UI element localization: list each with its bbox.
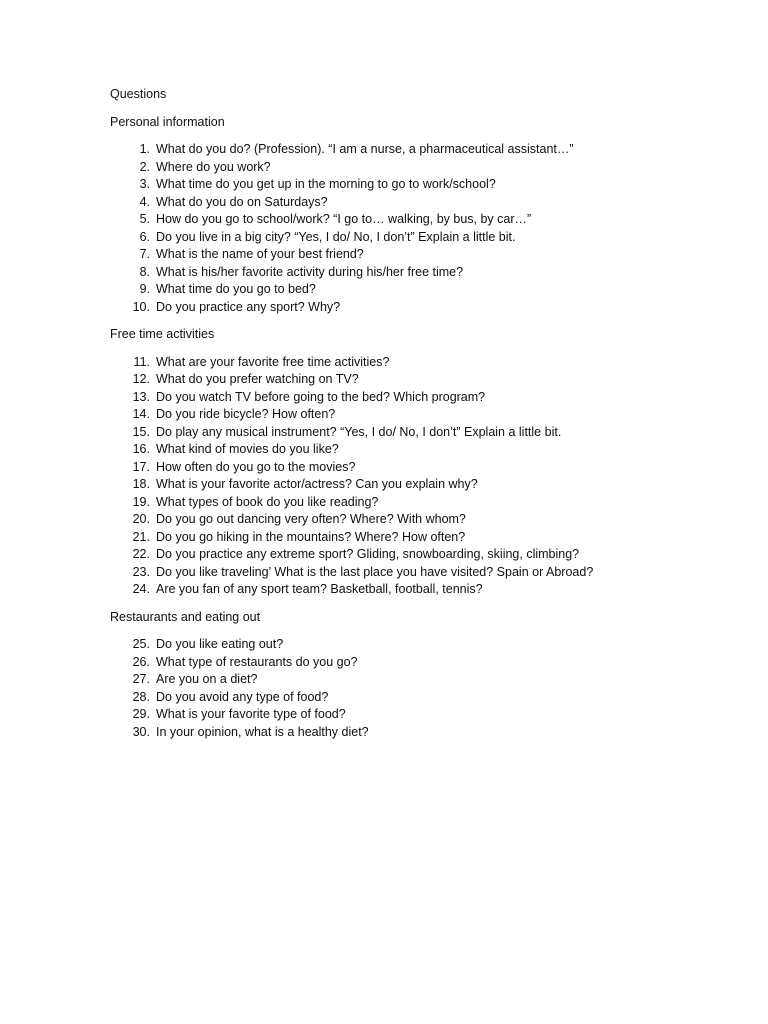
question-item [110, 654, 730, 672]
question-number: 27. [132, 672, 150, 686]
question-item [110, 159, 730, 177]
question-text: Do you ride bicycle? How often? [156, 407, 336, 421]
section-free-time-activities [110, 326, 730, 599]
question-text: What time do you get up in the morning to go to work/school? [156, 177, 496, 191]
question-text: What is your favorite type of food? [156, 707, 346, 721]
question-text: What is his/her favorite activity during his/her free time? [156, 264, 464, 279]
question-number: 28. [132, 689, 150, 704]
question-number: 7. [139, 247, 150, 261]
question-text: What do you do? (Profession). “I am a nurse, a pharmaceutical assistant…” [156, 142, 574, 156]
question-number: 24. [132, 582, 150, 596]
question-item [110, 564, 730, 582]
question-item [110, 229, 730, 247]
question-text: What types of book do you like reading? [156, 494, 379, 509]
question-text: What do you do on Saturdays? [156, 194, 328, 209]
section-heading: Personal information [110, 114, 225, 129]
question-text: What kind of movies do you like? [156, 442, 339, 456]
question-list [110, 354, 730, 599]
question-number: 6. [139, 229, 150, 244]
question-text: Do you watch TV before going to the bed? Which program? [156, 389, 486, 404]
question-text: What are your favorite free time activities? [156, 354, 390, 369]
question-text: How often do you go to the movies? [156, 459, 356, 474]
question-number: 11. [133, 354, 150, 369]
question-item [110, 194, 730, 212]
question-item [110, 354, 730, 372]
question-item [110, 264, 730, 282]
question-item [110, 581, 730, 599]
question-item [110, 476, 730, 494]
question-item [110, 689, 730, 707]
question-number: 2. [139, 159, 150, 174]
question-number: 10. [132, 299, 150, 314]
question-item [110, 511, 730, 529]
question-number: 8. [139, 264, 150, 279]
question-number: 15. [132, 424, 150, 439]
question-item [110, 176, 730, 194]
question-number: 22. [132, 547, 150, 561]
question-item [110, 459, 730, 477]
question-item [110, 389, 730, 407]
question-text: Are you on a diet? [156, 672, 258, 686]
question-list [110, 636, 730, 741]
question-number: 4. [139, 194, 150, 209]
question-text: Do you like eating out? [156, 637, 284, 651]
section-heading: Free time activities [110, 327, 215, 341]
question-item [110, 281, 730, 299]
question-number: 21. [132, 529, 150, 544]
question-item [110, 211, 730, 229]
question-number: 12. [132, 372, 150, 386]
question-text: Do you like traveling’ What is the last place you have visited? Spain or Abroad? [156, 564, 594, 579]
question-number: 1. [139, 142, 150, 156]
question-item [110, 494, 730, 512]
question-item [110, 299, 730, 317]
question-item [110, 406, 730, 424]
question-text: Do you go hiking in the mountains? Where? How often? [156, 529, 466, 544]
question-number: 13. [132, 389, 150, 404]
question-item [110, 706, 730, 724]
question-number: 16. [132, 442, 150, 456]
question-text: Do you practice any extreme sport? Gliding, snowboarding, skiing, climbing? [156, 547, 580, 561]
question-text: In your opinion, what is a healthy diet? [156, 724, 369, 739]
question-text: What is your favorite actor/actress? Can you explain why? [156, 477, 478, 491]
question-number: 14. [132, 407, 150, 421]
question-text: Do you go out dancing very often? Where? With whom? [156, 512, 466, 526]
question-number: 17. [132, 459, 150, 474]
question-text: How do you go to school/work? “I go to… walking, by bus, by car…” [156, 212, 532, 226]
question-text: Do you avoid any type of food? [156, 689, 329, 704]
question-text: What time do you go to bed? [156, 282, 316, 296]
question-number: 29. [132, 707, 150, 721]
question-number: 9. [139, 282, 150, 296]
question-item [110, 546, 730, 564]
section-personal-information [110, 114, 730, 317]
question-number: 26. [132, 654, 150, 669]
question-number: 19. [132, 494, 150, 509]
question-list [110, 141, 730, 316]
question-text: Do play any musical instrument? “Yes, I do/ No, I don’t” Explain a little bit. [156, 424, 562, 439]
question-text: Are you fan of any sport team? Basketball, football, tennis? [156, 582, 483, 596]
document-page [110, 86, 730, 751]
question-item [110, 424, 730, 442]
question-item [110, 246, 730, 264]
question-number: 25. [132, 637, 150, 651]
question-number: 23. [132, 564, 150, 579]
document-title: Questions [110, 87, 167, 101]
question-text: What is the name of your best friend? [156, 247, 364, 261]
question-number: 20. [132, 512, 150, 526]
question-item [110, 671, 730, 689]
question-item [110, 141, 730, 159]
question-text: Do you live in a big city? “Yes, I do/ No, I don’t” Explain a little bit. [156, 229, 516, 244]
question-number: 30. [132, 724, 150, 739]
question-item [110, 441, 730, 459]
section-restaurants-and-eating-out [110, 609, 730, 742]
question-item [110, 529, 730, 547]
question-number: 5. [139, 212, 150, 226]
question-text: Do you practice any sport? Why? [156, 299, 341, 314]
question-item [110, 371, 730, 389]
question-text: Where do you work? [156, 159, 271, 174]
question-number: 3. [139, 177, 150, 191]
question-text: What type of restaurants do you go? [156, 654, 358, 669]
question-text: What do you prefer watching on TV? [156, 372, 359, 386]
question-item [110, 724, 730, 742]
section-heading: Restaurants and eating out [110, 609, 261, 624]
question-item [110, 636, 730, 654]
question-number: 18. [132, 477, 150, 491]
